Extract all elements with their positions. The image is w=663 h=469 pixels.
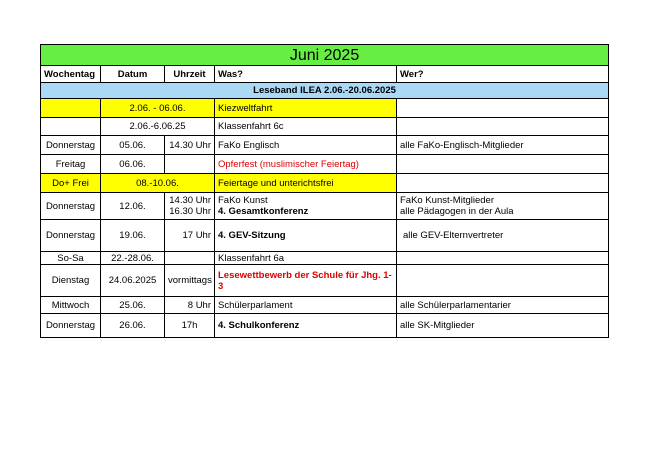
cell-datum: 2.06. - 06.06.	[101, 99, 215, 118]
table-row	[41, 220, 609, 252]
header-uhrzeit: Uhrzeit	[165, 66, 215, 83]
cell-datum: 22.-28.06.	[101, 252, 165, 265]
table-row	[41, 265, 609, 297]
cell-datum: 2.06.-6.06.25	[101, 118, 215, 136]
table-row	[41, 297, 609, 314]
cell-was: 4. GEV-Sitzung	[215, 220, 397, 252]
cell-uhrzeit-line: 16.30 Uhr	[169, 206, 211, 217]
header-row	[41, 66, 609, 83]
cell-wer: alle Schülerparlamentarier	[397, 297, 609, 314]
header-wer: Wer?	[397, 66, 609, 83]
cell-wer-line: FaKo Kunst-Mitglieder	[400, 195, 494, 206]
page-title: Juni 2025	[41, 45, 609, 66]
cell-uhrzeit: 17 Uhr	[165, 220, 215, 252]
header-wochentag: Wochentag	[41, 66, 101, 83]
schedule-table	[40, 44, 609, 338]
cell-uhrzeit: 8 Uhr	[165, 297, 215, 314]
cell-wochentag: Donnerstag	[41, 193, 101, 220]
cell-datum: 19.06.	[101, 220, 165, 252]
cell-was: FaKo Englisch	[215, 136, 397, 155]
cell-wer: alle SK-Mitglieder	[397, 314, 609, 338]
cell-was: Klassenfahrt 6c	[215, 118, 397, 136]
cell-was: Kiezweltfahrt	[215, 99, 397, 118]
cell-wer	[397, 118, 609, 136]
cell-datum: 08.-10.06.	[101, 174, 215, 193]
cell-uhrzeit	[165, 193, 215, 220]
title-row	[41, 45, 609, 66]
cell-datum: 26.06.	[101, 314, 165, 338]
cell-wochentag	[41, 118, 101, 136]
table-row	[41, 314, 609, 338]
cell-wer	[397, 155, 609, 174]
cell-datum: 06.06.	[101, 155, 165, 174]
table-row	[41, 155, 609, 174]
cell-wochentag: Donnerstag	[41, 314, 101, 338]
cell-uhrzeit	[165, 155, 215, 174]
cell-was: Schülerparlament	[215, 297, 397, 314]
cell-uhrzeit: vormittags	[165, 265, 215, 297]
cell-wer	[397, 252, 609, 265]
cell-uhrzeit: 17h	[165, 314, 215, 338]
table-row	[41, 136, 609, 155]
cell-datum: 24.06.2025	[101, 265, 165, 297]
cell-wochentag: Dienstag	[41, 265, 101, 297]
cell-wer	[397, 193, 609, 220]
table-row	[41, 174, 609, 193]
cell-wochentag: So-Sa	[41, 252, 101, 265]
cell-was: Klassenfahrt 6a	[215, 252, 397, 265]
cell-wer-line: alle Pädagogen in der Aula	[400, 206, 514, 217]
cell-was-line: FaKo Kunst	[218, 195, 268, 206]
cell-was-line: 4. Gesamtkonferenz	[218, 206, 309, 217]
cell-uhrzeit	[165, 252, 215, 265]
cell-wochentag: Do+ Frei	[41, 174, 101, 193]
cell-was: Feiertage und unterichtsfrei	[215, 174, 397, 193]
cell-wochentag	[41, 99, 101, 118]
table-row	[41, 252, 609, 265]
header-was: Was?	[215, 66, 397, 83]
header-datum: Datum	[101, 66, 165, 83]
cell-was: Lesewettbewerb der Schule für Jhg. 1-3	[215, 265, 397, 297]
table-row	[41, 118, 609, 136]
cell-datum: 25.06.	[101, 297, 165, 314]
cell-wochentag: Freitag	[41, 155, 101, 174]
cell-uhrzeit: 14.30 Uhr	[165, 136, 215, 155]
cell-wochentag: Donnerstag	[41, 136, 101, 155]
cell-was: Opferfest (muslimischer Feiertag)	[215, 155, 397, 174]
cell-wochentag: Mittwoch	[41, 297, 101, 314]
cell-was: 4. Schulkonferenz	[215, 314, 397, 338]
cell-uhrzeit-line: 14.30 Uhr	[169, 195, 211, 206]
cell-wer	[397, 99, 609, 118]
cell-datum: 12.06.	[101, 193, 165, 220]
cell-wer	[397, 174, 609, 193]
table-row	[41, 99, 609, 118]
cell-wochentag: Donnerstag	[41, 220, 101, 252]
cell-was	[215, 193, 397, 220]
cell-datum: 05.06.	[101, 136, 165, 155]
cell-wer: alle GEV-Elternvertreter	[397, 220, 609, 252]
band-row	[41, 83, 609, 99]
table-row	[41, 193, 609, 220]
cell-wer	[397, 265, 609, 297]
cell-wer: alle FaKo-Englisch-Mitglieder	[397, 136, 609, 155]
band-label: Leseband ILEA 2.06.-20.06.2025	[41, 83, 609, 99]
